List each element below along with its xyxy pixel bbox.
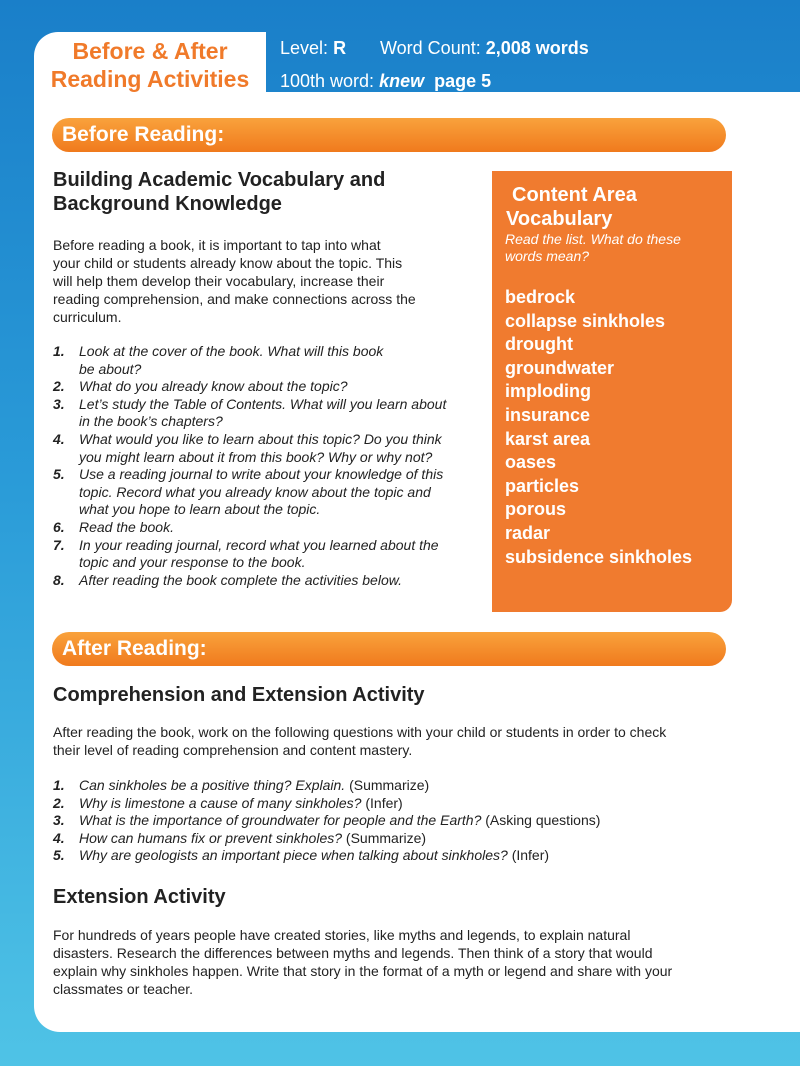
before-reading-title: Before Reading:: [62, 123, 225, 146]
question-number: 5.: [53, 847, 65, 864]
extension-line: classmates or teacher.: [53, 981, 194, 997]
step-text: Let’s study the Table of Contents. What will you learn about: [79, 395, 447, 412]
step-text: you might learn about it from this book? Why or why not?: [79, 448, 433, 465]
extension-line: disasters. Research the differences between myths and legends. Then think of a story that would: [53, 945, 653, 961]
intro-line: reading comprehension, and make connections across the: [53, 291, 416, 307]
intro-line: After reading the book, work on the following questions with your child or students in order to check: [53, 724, 667, 740]
question-number: 2.: [53, 794, 65, 811]
vocab-box-subtitle: Read the list. What do these words mean?: [505, 231, 681, 264]
question-item: [53, 847, 753, 865]
question-item: [53, 777, 753, 795]
step-text: After reading the book complete the activities below.: [79, 571, 402, 588]
step-number: 5.: [53, 466, 65, 483]
step-item: [53, 572, 483, 590]
vocab-word: porous: [505, 499, 566, 520]
extension-heading: Extension Activity: [53, 886, 226, 908]
before-steps-list: [53, 343, 483, 589]
before-intro-text: [53, 236, 416, 326]
question-skill-tag: (Infer): [511, 847, 550, 864]
vocab-word: oases: [505, 452, 557, 473]
step-text: Use a reading journal to write about your knowledge of this: [79, 466, 444, 483]
content-vocabulary-box: [492, 171, 732, 612]
hundredth-word-info: 100th word: knew page 5: [280, 71, 492, 91]
intro-line: will help them develop their vocabulary, increase their: [53, 273, 385, 289]
step-item: [53, 519, 483, 537]
step-item: [53, 396, 483, 431]
intro-line: curriculum.: [53, 309, 122, 325]
question-skill-tag: (Summarize): [349, 777, 430, 793]
step-number: 8.: [53, 571, 65, 588]
after-reading-title: After Reading:: [62, 637, 207, 660]
extension-text: [53, 926, 672, 998]
vocab-word: drought: [505, 334, 573, 355]
step-text: what you hope to learn about the topic.: [79, 501, 321, 518]
question-skill-tag: (Infer): [365, 794, 403, 811]
vocab-word: subsidence sinkholes: [505, 546, 693, 567]
extension-line: explain why sinkholes happen. Write that story in the format of a myth or legend and share with your: [53, 963, 673, 979]
step-text: In your reading journal, record what you learned about the: [79, 536, 439, 553]
vocab-word: bedrock: [505, 287, 576, 307]
question-item: [53, 812, 753, 830]
step-text: topic. Record what you already know about the topic and: [79, 483, 431, 500]
question-text: What is the importance of groundwater for people and the Earth?: [79, 812, 482, 829]
step-number: 7.: [53, 536, 65, 553]
question-text: Why are geologists an important piece when talking about sinkholes?: [79, 847, 508, 864]
word-count-info: Word Count: 2,008 words: [380, 38, 589, 58]
comprehension-heading: Comprehension and Extension Activity: [53, 684, 425, 706]
comprehension-questions-list: [53, 777, 753, 865]
question-number: 1.: [53, 777, 65, 793]
step-text: in the book’s chapters?: [79, 413, 223, 430]
step-text: What would you like to learn about this topic? Do you think: [79, 430, 442, 447]
question-skill-tag: (Summarize): [345, 829, 427, 846]
title-line-2: Reading Activities: [50, 66, 250, 92]
step-text: What do you already know about the topic?: [79, 378, 348, 395]
extension-line: For hundreds of years people have created stories, like myths and legends, to explain natural: [53, 927, 631, 943]
title-line-1: Before & After: [72, 38, 228, 64]
intro-line: their level of reading comprehension and content mastery.: [53, 742, 413, 758]
vocab-word: insurance: [505, 404, 591, 425]
step-item: [53, 378, 483, 396]
vocab-word: groundwater: [505, 357, 615, 378]
step-text: Look at the cover of the book. What will this book: [79, 343, 384, 359]
question-item: [53, 830, 753, 848]
vocab-heading: Building Academic Vocabulary and Background Knowledge: [53, 169, 386, 215]
question-number: 3.: [53, 812, 65, 829]
step-text: be about?: [79, 360, 142, 377]
vocab-word: particles: [505, 475, 580, 496]
after-reading-bar: [52, 632, 726, 666]
vocab-word: imploding: [505, 381, 591, 402]
question-item: [53, 795, 753, 813]
step-item: [53, 343, 483, 378]
intro-line: your child or students already know about the topic. This: [53, 255, 403, 271]
question-text: How can humans fix or prevent sinkholes?: [79, 829, 343, 846]
step-text: Read the book.: [79, 518, 174, 535]
step-number: 3.: [53, 395, 65, 412]
question-number: 4.: [53, 829, 65, 846]
level-info: Level: R: [280, 38, 347, 58]
vocab-box-title: Content Area Vocabulary: [506, 184, 637, 230]
step-number: 4.: [53, 430, 65, 447]
question-text: Can sinkholes be a positive thing? Explain.: [79, 777, 346, 793]
vocab-word: collapse sinkholes: [505, 310, 666, 331]
intro-line: Before reading a book, it is important to tap into what: [53, 237, 381, 253]
question-text: Why is limestone a cause of many sinkholes?: [79, 794, 362, 811]
vocab-word: karst area: [505, 428, 591, 449]
before-reading-bar: [52, 118, 726, 152]
step-number: 2.: [53, 378, 65, 395]
vocab-word: radar: [505, 522, 551, 543]
vocab-word-list: [505, 286, 692, 569]
step-item: [53, 537, 483, 572]
question-skill-tag: (Asking questions): [485, 812, 601, 829]
step-number: 6.: [53, 518, 65, 535]
step-number: 1.: [53, 343, 65, 359]
step-item: [53, 431, 483, 466]
step-item: [53, 466, 483, 519]
step-text: topic and your response to the book.: [79, 554, 306, 571]
after-intro-text: [53, 723, 666, 759]
